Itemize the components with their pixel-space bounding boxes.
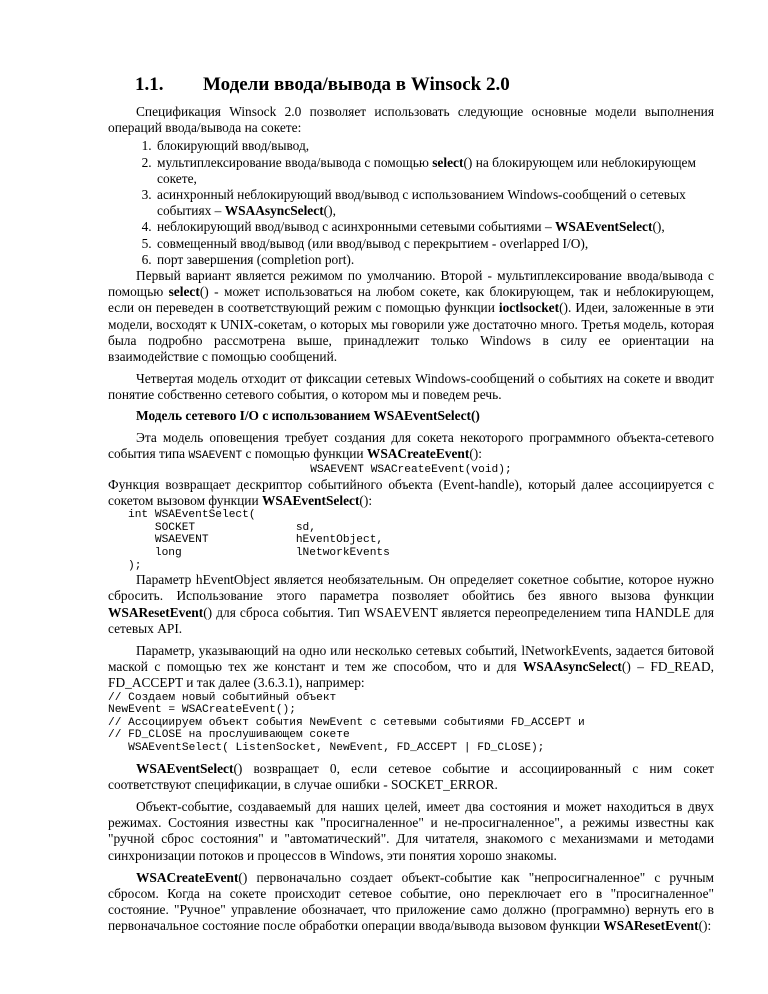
list-item: 1. блокирующий ввод/вывод, — [155, 138, 714, 154]
paragraph-network-events: Параметр, указывающий на одно или несколько сетевых событий, lNetworkEvents, задается битовой маской с помощью тех же констант и тем же способом, что и для WSAAsyncSelect() – FD_READ, FD_ACCEPT и так далее (3.6.3.1), например: — [108, 643, 714, 691]
code-wsacreateevent: WSAEVENT WSACreateEvent(void); — [310, 464, 512, 477]
list-item: 4. неблокирующий ввод/вывод с асинхронными сетевыми событиями – WSAEventSelect(), — [155, 219, 714, 235]
paragraph-event-handle: Функция возвращает дескриптор событийного объекта (Event-handle), который далее ассоциируется с сокетом вызовом функции WSAEventSelect(): — [108, 476, 714, 509]
document-page — [108, 74, 714, 935]
section-heading — [108, 74, 714, 96]
paragraph-models-overview: Первый вариант является режимом по умолчанию. Второй - мультиплексирование ввода/вывода с помощью select() - может использоваться на любом сокете, как блокирующем, так и неблокирующем, если он переведен в соответствующий режим с помощью функции ioctlsocket(). Идеи, заложенные в эти модели, восходят к UNIX-сокетам, о которых мы говорили уже достаточно много. Третья модель, которая была подробно рассмотрена выше, принадлежит только Windows в силу ее ориентации на взаимодействие с помощью сообщений. — [108, 268, 715, 365]
list-item: 5. совмещенный ввод/вывод (или ввод/вывод с перекрытием - overlapped I/O), — [155, 236, 714, 252]
paragraph-manual-reset: WSACreateEvent() первоначально создает объект-событие как "непросигналенное" с ручным сбросом. Когда на сокете происходит сетевое событие, оно переключает его в "просигналенное" состояние. "Ручное" управление обозначает, что приложение само должно (программно) вернуть его в первоначальное состояние после обработки операции ввода/вывода вызовом функции WSAResetEvent(): — [108, 869, 714, 934]
paragraph-fourth-model: Четвертая модель отходит от фиксации сетевых Windows-сообщений о событиях на сокете и вводит понятие собственно сетевого события, о котором мы и поведем речь. — [108, 371, 714, 403]
section-title: Модели ввода/вывода в Winsock 2.0 — [203, 74, 510, 95]
io-models-list — [108, 138, 714, 268]
list-item: 2. мультиплексирование ввода/вывода с помощью select() на блокирующем или неблокирующем сокете, — [155, 155, 714, 187]
intro-paragraph: Спецификация Winsock 2.0 позволяет использовать следующие основные модели выполнения операций ввода/вывода на сокете: — [108, 104, 714, 136]
paragraph-heventobject: Параметр hEventObject является необязательным. Он определяет сокетное событие, которое нужно сбросить. Использование этого параметра позволяет обойтись без явного вызова функции WSAResetEvent() для сброса события. Тип WSAEVENT является переопределением типа HANDLE для сетевых API. — [108, 572, 714, 636]
paragraph-event-states: Объект-событие, создаваемый для наших целей, имеет два состояния и может находиться в двух режимах. Состояния известны как "просигналенное" и не-просигналенное", а режимы известны как "ручной сброс состояния" и "автоматический". Для читателя, знакомого с механизмами и методами синхронизации потоков и процессов в Windows, эти понятия хорошо знакомы. — [108, 799, 714, 863]
code-wsaeventselect-signature: int WSAEventSelect( SOCKET sd, WSAEVENT hEventObject, long lNetworkEvents ); — [128, 509, 390, 572]
paragraph-event-object: Эта модель оповещения требует создания для сокета некоторого программного объекта-сетевого события типа WSAEVENT с помощью функции WSACreateEvent(): — [108, 429, 714, 463]
subheading-wsaeventselect: Модель сетевого I/O с использованием WSAEventSelect() — [136, 407, 480, 423]
paragraph-return-value: WSAEventSelect() возвращает 0, если сетевое событие и ассоциированный с ним сокет соответствуют спецификации, в случае ошибки - SOCKET_ERROR. — [108, 760, 714, 792]
code-example: // Создаем новый событийный объект NewEvent = WSACreateEvent(); // Ассоциируем объект события NewEvent с сетевыми событиями FD_ACCEPT и // FD_CLOSE на прослушивающем сокете WSAEventSelect( ListenSocket, NewEvent, FD_ACCEPT | FD_CLOSE); — [108, 691, 585, 755]
list-item: 3. асинхронный неблокирующий ввод/вывод с использованием Windows-сообщений о сетевых событиях – WSAAsyncSelect(), — [155, 187, 714, 219]
section-number: 1.1. — [135, 74, 164, 95]
list-item: 6. порт завершения (completion port). — [155, 252, 714, 268]
